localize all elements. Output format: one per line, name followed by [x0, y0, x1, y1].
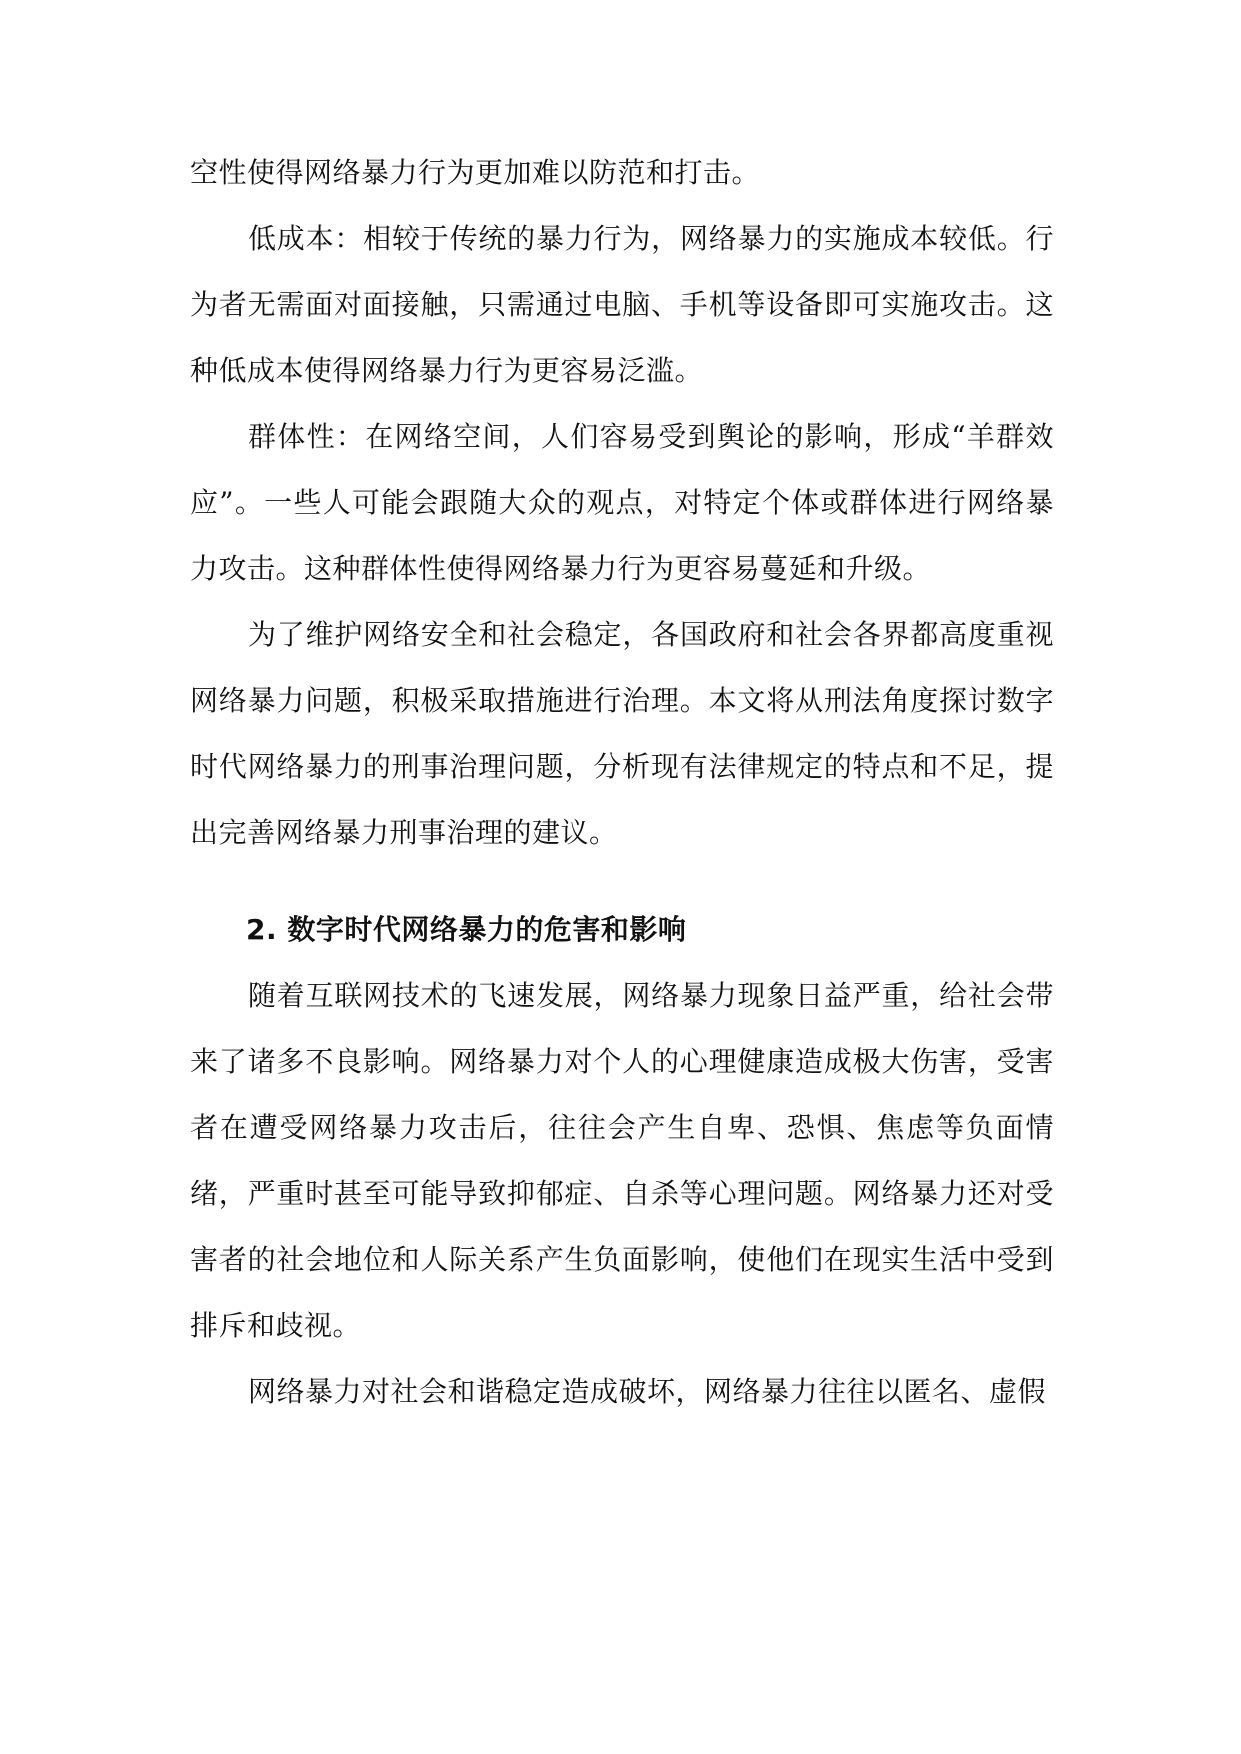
document-body	[190, 140, 1054, 1425]
paragraph-harm-society: 网络暴力对社会和谐稳定造成破坏，网络暴力往往以匿名、虚假	[248, 1375, 1047, 1408]
paragraph-group-behavior: 群体性：在网络空间，人们容易受到舆论的影响，形成“羊群效应”。一些人可能会跟随大众的观点，对特定个体或群体进行网络暴力攻击。这种群体性使得网络暴力行为更容易蔓延和升级。	[190, 420, 1054, 585]
section-heading: 2. 数字时代网络暴力的危害和影响	[246, 913, 687, 946]
paragraph-continuation: 空性使得网络暴力行为更加难以防范和打击。	[190, 156, 761, 189]
paragraph-harm-individual: 随着互联网技术的飞速发展，网络暴力现象日益严重，给社会带来了诸多不良影响。网络暴力对个人的心理健康造成极大伤害，受害者在遭受网络暴力攻击后，往往会产生自卑、恐惧、焦虑等负面情绪，严重时甚至可能导致抑郁症、自杀等心理问题。网络暴力还对受害者的社会地位和人际关系产生负面影响，使他们在现实生活中受到排斥和歧视。	[190, 979, 1054, 1342]
paragraph-low-cost: 低成本：相较于传统的暴力行为，网络暴力的实施成本较低。行为者无需面对面接触，只需通过电脑、手机等设备即可实施攻击。这种低成本使得网络暴力行为更容易泛滥。	[190, 222, 1054, 387]
paragraph-governance-intro: 为了维护网络安全和社会稳定，各国政府和社会各界都高度重视网络暴力问题，积极采取措施进行治理。本文将从刑法角度探讨数字时代网络暴力的刑事治理问题，分析现有法律规定的特点和不足，提出完善网络暴力刑事治理的建议。	[190, 618, 1054, 849]
